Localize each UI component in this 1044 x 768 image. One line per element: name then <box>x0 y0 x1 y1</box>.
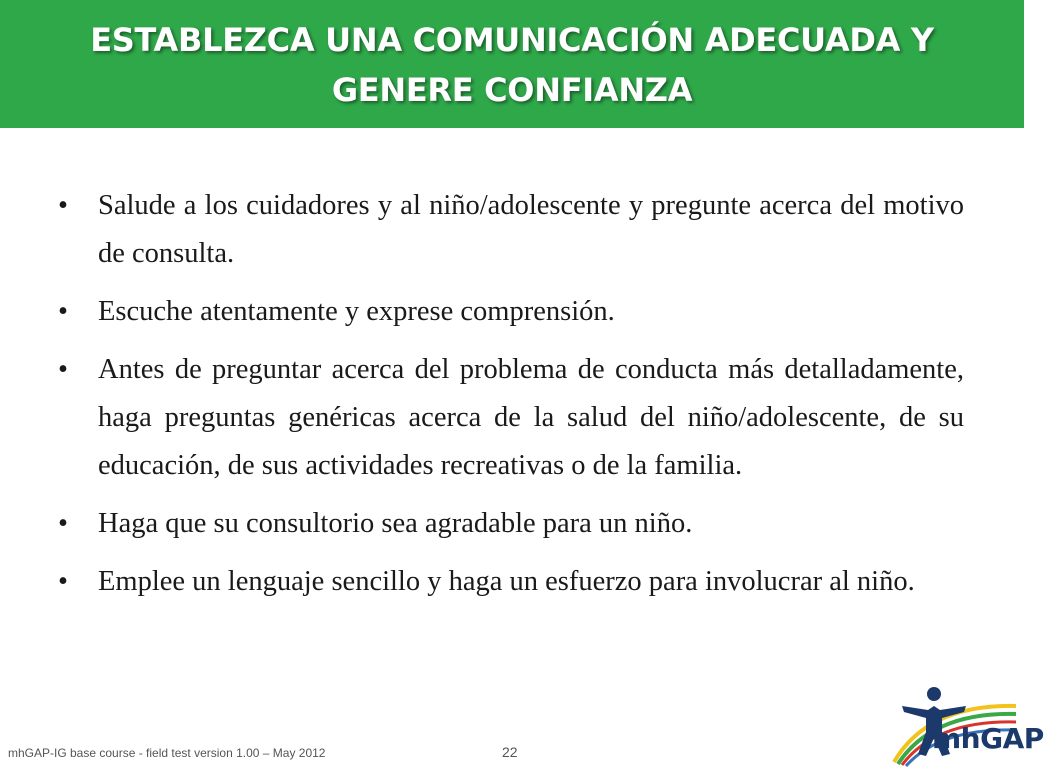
figure-head <box>927 687 941 701</box>
bullet-item <box>58 500 964 548</box>
mhgap-logo <box>888 684 1044 766</box>
bullet-item <box>58 288 964 336</box>
bullet-item <box>58 182 964 278</box>
title-bar <box>0 0 1024 128</box>
bullet-mark: • <box>58 190 68 221</box>
bullet-item <box>58 346 964 490</box>
bullet-mark: • <box>58 354 68 385</box>
bullet-item <box>58 558 964 606</box>
bullet-mark: • <box>58 566 68 597</box>
bullet-text: Escuche atentamente y exprese comprensión. <box>98 296 615 327</box>
slide-title-line-2: GENERE CONFIANZA <box>331 71 693 109</box>
bullet-list <box>58 182 964 616</box>
bullet-text: Emplee un lenguaje sencillo y haga un esfuerzo para involucrar al niño. <box>98 566 915 597</box>
bullet-mark: • <box>58 296 68 327</box>
footer-course-text: mhGAP-IG base course - field test version 1.00 – May 2012 <box>8 746 326 760</box>
bullet-mark: • <box>58 508 68 539</box>
bullet-text: Salude a los cuidadores y al niño/adolescente y pregunte acerca del motivo de consulta. <box>98 190 964 269</box>
bullet-text: Antes de preguntar acerca del problema de conducta más detalladamente, haga preguntas genéricas acerca de la salud del niño/adolescente, de su educación, de sus actividades recreativas o de la familia. <box>98 354 964 481</box>
page-number: 22 <box>502 744 518 760</box>
bullet-text: Haga que su consultorio sea agradable para un niño. <box>98 508 693 539</box>
logo-text: mhGAP <box>932 722 1044 755</box>
slide-title-line-1: ESTABLEZCA UNA COMUNICACIÓN ADECUADA Y <box>90 21 934 59</box>
